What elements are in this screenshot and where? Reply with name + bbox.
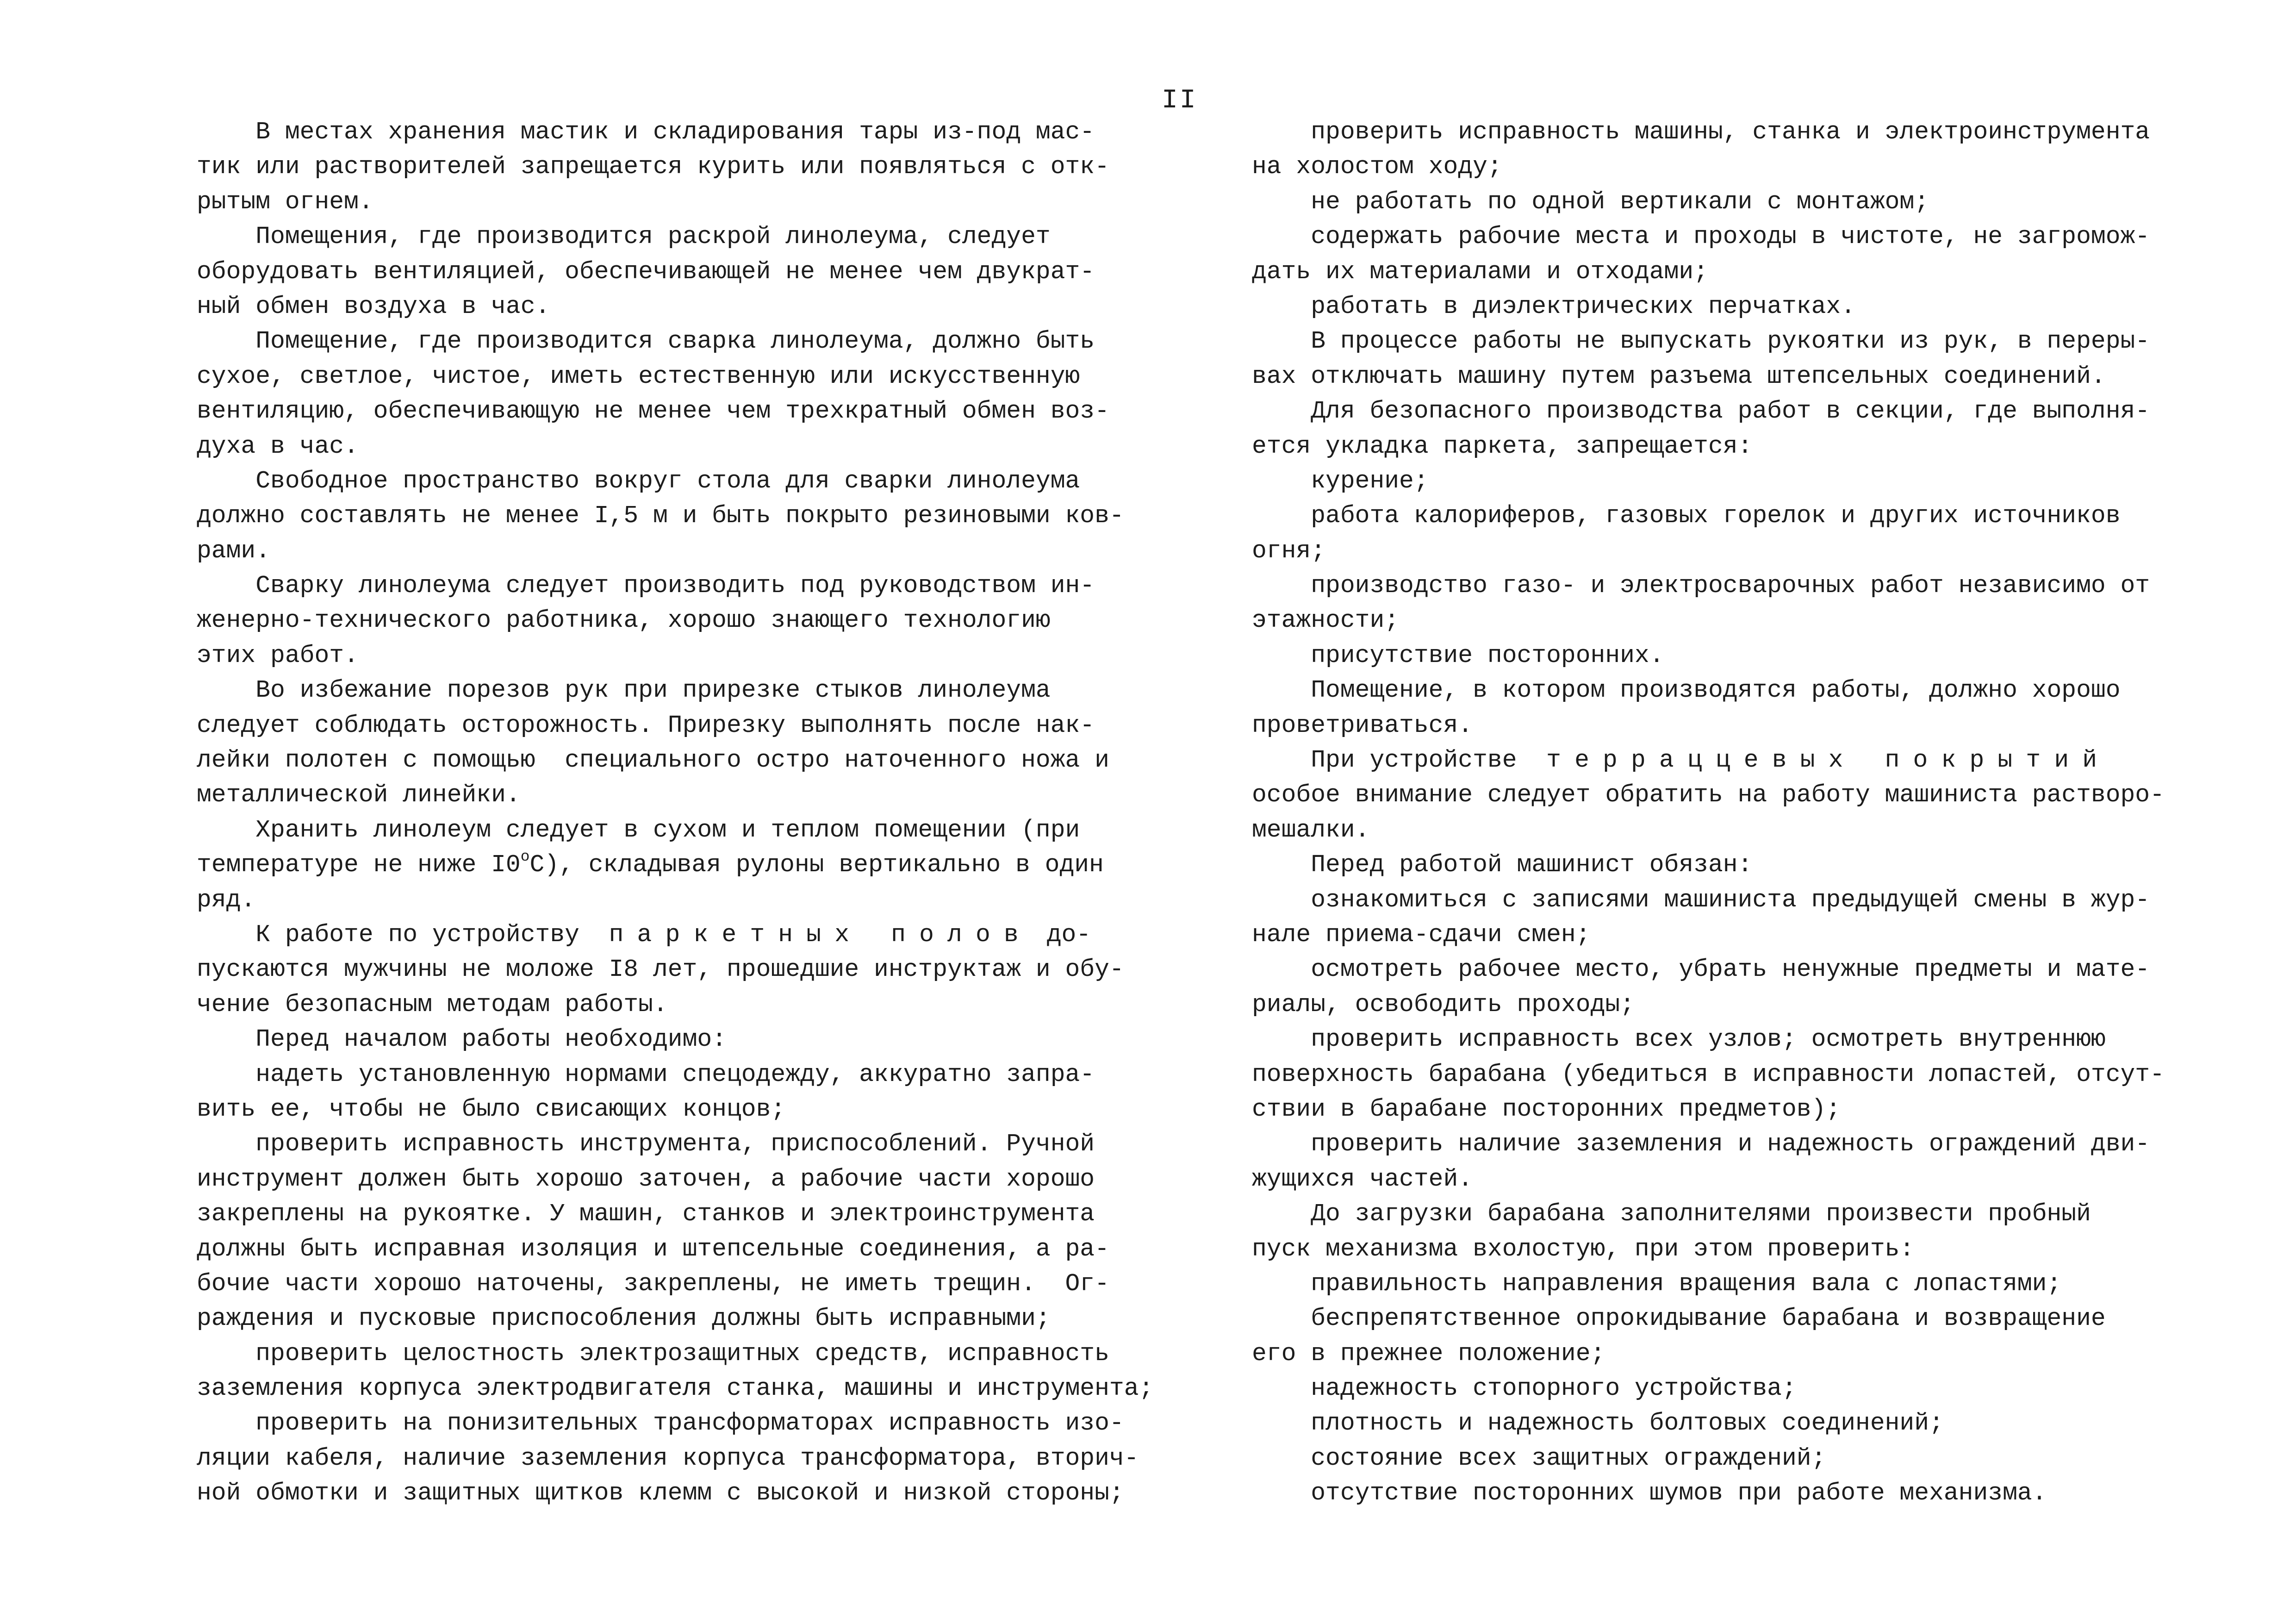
degree-mark: о	[520, 848, 530, 866]
text-line: ствии в барабане посторонних предметов);	[1252, 1095, 1841, 1123]
text-line: ляции кабеля, наличие заземления корпуса трансформатора, вторич-	[197, 1444, 1139, 1472]
text-line: осмотреть рабочее место, убрать ненужные предметы и мате-	[1252, 956, 2150, 984]
text-line: раждения и пусковые приспособления должны быть исправными;	[197, 1305, 1051, 1333]
text-line: следует соблюдать осторожность. Прирезку выполнять после нак-	[197, 711, 1095, 739]
text-line: надеть установленную нормами спецодежду, аккуратно запра-	[197, 1060, 1095, 1088]
text-line: В местах хранения мастик и складирования тары из-под мас-	[197, 118, 1095, 146]
left-column	[197, 115, 1154, 1511]
text-line: Перед началом работы необходимо:	[197, 1025, 727, 1054]
right-column	[1252, 115, 2164, 1511]
text-line: плотность и надежность болтовых соединений;	[1252, 1409, 1944, 1437]
text-line: ознакомиться с записями машиниста предыдущей смены в жур-	[1252, 886, 2150, 914]
text-line: Свободное пространство вокруг стола для сварки линолеума	[197, 467, 1080, 495]
text-line: мешалки.	[1252, 816, 1370, 844]
text-line: инструмент должен быть хорошо заточен, а рабочие части хорошо	[197, 1165, 1095, 1193]
text-line: надежность стопорного устройства;	[1252, 1374, 1797, 1403]
text-line: проверить исправность инструмента, приспособлений. Ручной	[197, 1130, 1095, 1158]
text-line: ряд.	[197, 886, 256, 914]
text-line: Помещение, в котором производятся работы, должно хорошо	[1252, 676, 2121, 705]
text-line: Помещения, где производится раскрой линолеума, следует	[197, 223, 1051, 251]
text-line: ный обмен воздуха в час.	[197, 292, 550, 320]
text-line: его в прежнее положение;	[1252, 1339, 1605, 1368]
spaced-term-parquet-floors: паркетных полов	[609, 920, 1032, 949]
text-line: риалы, освободить проходы;	[1252, 990, 1635, 1018]
text-line: женерно-технического работника, хорошо знающего технологию	[197, 606, 1051, 635]
text-line: не работать по одной вертикали с монтажом;	[1252, 187, 1929, 216]
text-line: пускаются мужчины не моложе I8 лет, прошедшие инструктаж и обу-	[197, 956, 1124, 984]
text-line: чение безопасным методам работы.	[197, 990, 668, 1018]
text-line: оборудовать вентиляцией, обеспечивающей не менее чем двукрат-	[197, 257, 1095, 286]
text-line: Во избежание порезов рук при прирезке стыков линолеума	[197, 676, 1051, 705]
text-line: присутствие посторонних.	[1252, 641, 1664, 669]
text-line: тик или растворителей запрещается курить или появляться с отк-	[197, 153, 1109, 181]
spaced-term-terrazzo-coverings: терраццевых покрытий	[1546, 746, 2111, 775]
text-line: беспрепятственное опрокидывание барабана и возвращение	[1252, 1305, 2106, 1333]
text-line: на холостом ходу;	[1252, 153, 1502, 181]
text-line: ной обмотки и защитных щитков клемм с высокой и низкой стороны;	[197, 1479, 1124, 1507]
text-line: должно составлять не менее I,5 м и быть покрыто резиновыми ков-	[197, 502, 1124, 530]
text-line: этих работ.	[197, 641, 359, 669]
text-line: вентиляцию, обеспечивающую не менее чем трехкратный обмен воз-	[197, 397, 1109, 425]
text-line: закреплены на рукоятке. У машин, станков и электроинструмента	[197, 1200, 1095, 1228]
text-line: жущихся частей.	[1252, 1165, 1473, 1193]
text-line: должны быть исправная изоляция и штепсельные соединения, а ра-	[197, 1235, 1109, 1263]
text-line: рытым огнем.	[197, 187, 373, 216]
text-line: поверхность барабана (убедиться в исправности лопастей, отсут-	[1252, 1060, 2165, 1088]
text-line-suffix: до-	[1046, 920, 1091, 949]
text-line: бочие части хорошо наточены, закреплены, не иметь трещин. Ог-	[197, 1269, 1109, 1298]
text-line: рами.	[197, 537, 271, 565]
text-line: ется укладка паркета, запрещается:	[1252, 432, 1753, 460]
text-line: сухое, светлое, чистое, иметь естественную или искусственную	[197, 362, 1080, 390]
text-line: духа в час.	[197, 432, 359, 460]
text-line-prefix: К работе по устройству	[197, 920, 579, 949]
text-line-prefix: При устройстве	[1252, 746, 1517, 775]
text-line: металлической линейки.	[197, 781, 521, 809]
text-line: отсутствие посторонних шумов при работе механизма.	[1252, 1479, 2047, 1507]
text-line: вах отключать машину путем разъема штепсельных соединений.	[1252, 362, 2106, 390]
text-line: дать их материалами и отходами;	[1252, 257, 1708, 286]
text-line: До загрузки барабана заполнителями произвести пробный	[1252, 1200, 2091, 1228]
text-line: вить ее, чтобы не было свисающих концов;	[197, 1095, 786, 1123]
text-line: проверить исправность машины, станка и электроинструмента	[1252, 118, 2150, 146]
text-line: проветриваться.	[1252, 711, 1473, 739]
text-line: работать в диэлектрических перчатках.	[1252, 292, 1856, 320]
text-line-temperature: температуре не ниже $I0^оС$), складывая рулоны вертикально в один	[197, 848, 1104, 879]
text-line: проверить целостность электрозащитных средств, исправность	[197, 1339, 1109, 1368]
text-line: В процессе работы не выпускать рукоятки из рук, в переры-	[1252, 327, 2150, 356]
text-line: Перед работой машинист обязан:	[1252, 851, 1753, 879]
text-line: особое внимание следует обратить на работу машиниста растворо-	[1252, 781, 2165, 809]
text-line: этажности;	[1252, 606, 1400, 635]
text-line: проверить на понизительных трансформаторах исправность изо-	[197, 1409, 1124, 1437]
text-line: работа калориферов, газовых горелок и других источников	[1252, 502, 2121, 530]
text-line: содержать рабочие места и проходы в чистоте, не загромож-	[1252, 223, 2150, 251]
text-line-terrazzo	[1252, 743, 2164, 778]
text-line: огня;	[1252, 537, 1326, 565]
text-line: Хранить линолеум следует в сухом и теплом помещении (при	[197, 816, 1080, 844]
text-line: Помещение, где производится сварка линолеума, должно быть	[197, 327, 1095, 356]
text-line: проверить исправность всех узлов; осмотреть внутреннюю	[1252, 1025, 2106, 1054]
text-line: Сварку линолеума следует производить под руководством ин-	[197, 572, 1095, 600]
text-line: лейки полотен с помощью специального остро наточенного ножа и	[197, 746, 1109, 775]
text-line: правильность направления вращения вала с лопастями;	[1252, 1269, 2062, 1298]
text-line: нале приема-сдачи смен;	[1252, 920, 1591, 949]
text-line: состояние всех защитных ограждений;	[1252, 1444, 1826, 1472]
text-line: Для безопасного производства работ в секции, где выполня-	[1252, 397, 2150, 425]
text-line-parquet	[197, 918, 1108, 952]
page-number: II	[1162, 86, 1198, 116]
text-line: заземления корпуса электродвигателя станка, машины и инструмента;	[197, 1374, 1154, 1403]
text-line: проверить наличие заземления и надежность ограждений дви-	[1252, 1130, 2150, 1158]
text-line: производство газо- и электросварочных работ независимо от	[1252, 572, 2150, 600]
text-line: пуск механизма вхолостую, при этом проверить:	[1252, 1235, 1915, 1263]
text-line: курение;	[1252, 467, 1429, 495]
